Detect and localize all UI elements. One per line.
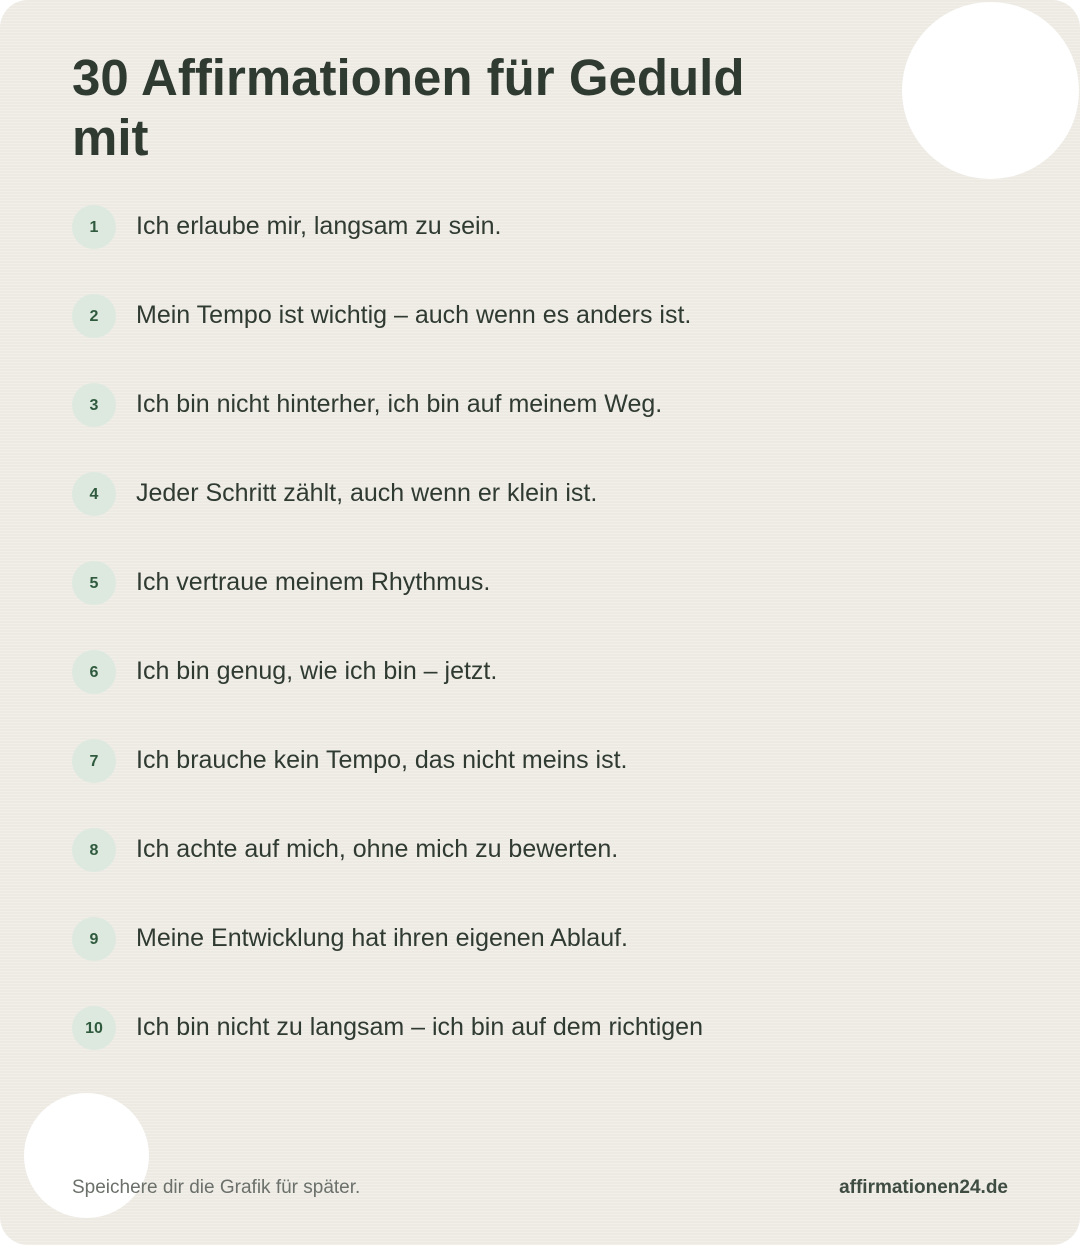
list-item (72, 561, 732, 650)
list-item (72, 472, 732, 561)
affirmation-text: Ich achte auf mich, ohne mich zu bewerten. (136, 835, 619, 863)
list-item (72, 383, 732, 472)
affirmation-text: Jeder Schritt zählt, auch wenn er klein ist. (136, 479, 598, 507)
affirmation-text: Ich brauche kein Tempo, das nicht meins ist. (136, 746, 628, 774)
item-number-badge: 7 (72, 739, 116, 783)
decorative-circle-bottom (24, 1093, 149, 1218)
item-number-badge: 6 (72, 650, 116, 694)
list-item (72, 739, 732, 828)
affirmation-text: Ich vertraue meinem Rhythmus. (136, 568, 491, 596)
affirmation-text: Meine Entwicklung hat ihren eigenen Ablauf. (136, 924, 628, 952)
item-number-badge: 2 (72, 294, 116, 338)
item-number-badge: 9 (72, 917, 116, 961)
item-number-badge: 4 (72, 472, 116, 516)
affirmation-text: Ich bin nicht zu langsam – ich bin auf dem richtigen (136, 1013, 703, 1041)
affirmation-list (72, 205, 732, 1095)
item-number-badge: 1 (72, 205, 116, 249)
affirmation-text: Ich bin nicht hinterher, ich bin auf meinem Weg. (136, 390, 663, 418)
decorative-circle-top (902, 2, 1079, 179)
list-item (72, 294, 732, 383)
item-number-badge: 8 (72, 828, 116, 872)
footer-site-link[interactable]: affirmationen24.de (839, 1177, 1008, 1198)
footer-note: Speichere dir die Grafik für später. (72, 1177, 361, 1198)
list-item (72, 828, 732, 917)
affirmation-text: Ich bin genug, wie ich bin – jetzt. (136, 657, 498, 685)
item-number-badge: 3 (72, 383, 116, 427)
list-item (72, 917, 732, 1006)
item-number-badge: 5 (72, 561, 116, 605)
list-item (72, 205, 732, 294)
item-number-badge: 10 (72, 1006, 116, 1050)
page-title: 30 Affirmationen für Geduld mit (72, 49, 745, 166)
list-item (72, 1006, 732, 1095)
affirmation-text: Mein Tempo ist wichtig – auch wenn es anders ist. (136, 301, 692, 329)
list-item (72, 650, 732, 739)
affirmation-text: Ich erlaube mir, langsam zu sein. (136, 212, 502, 240)
